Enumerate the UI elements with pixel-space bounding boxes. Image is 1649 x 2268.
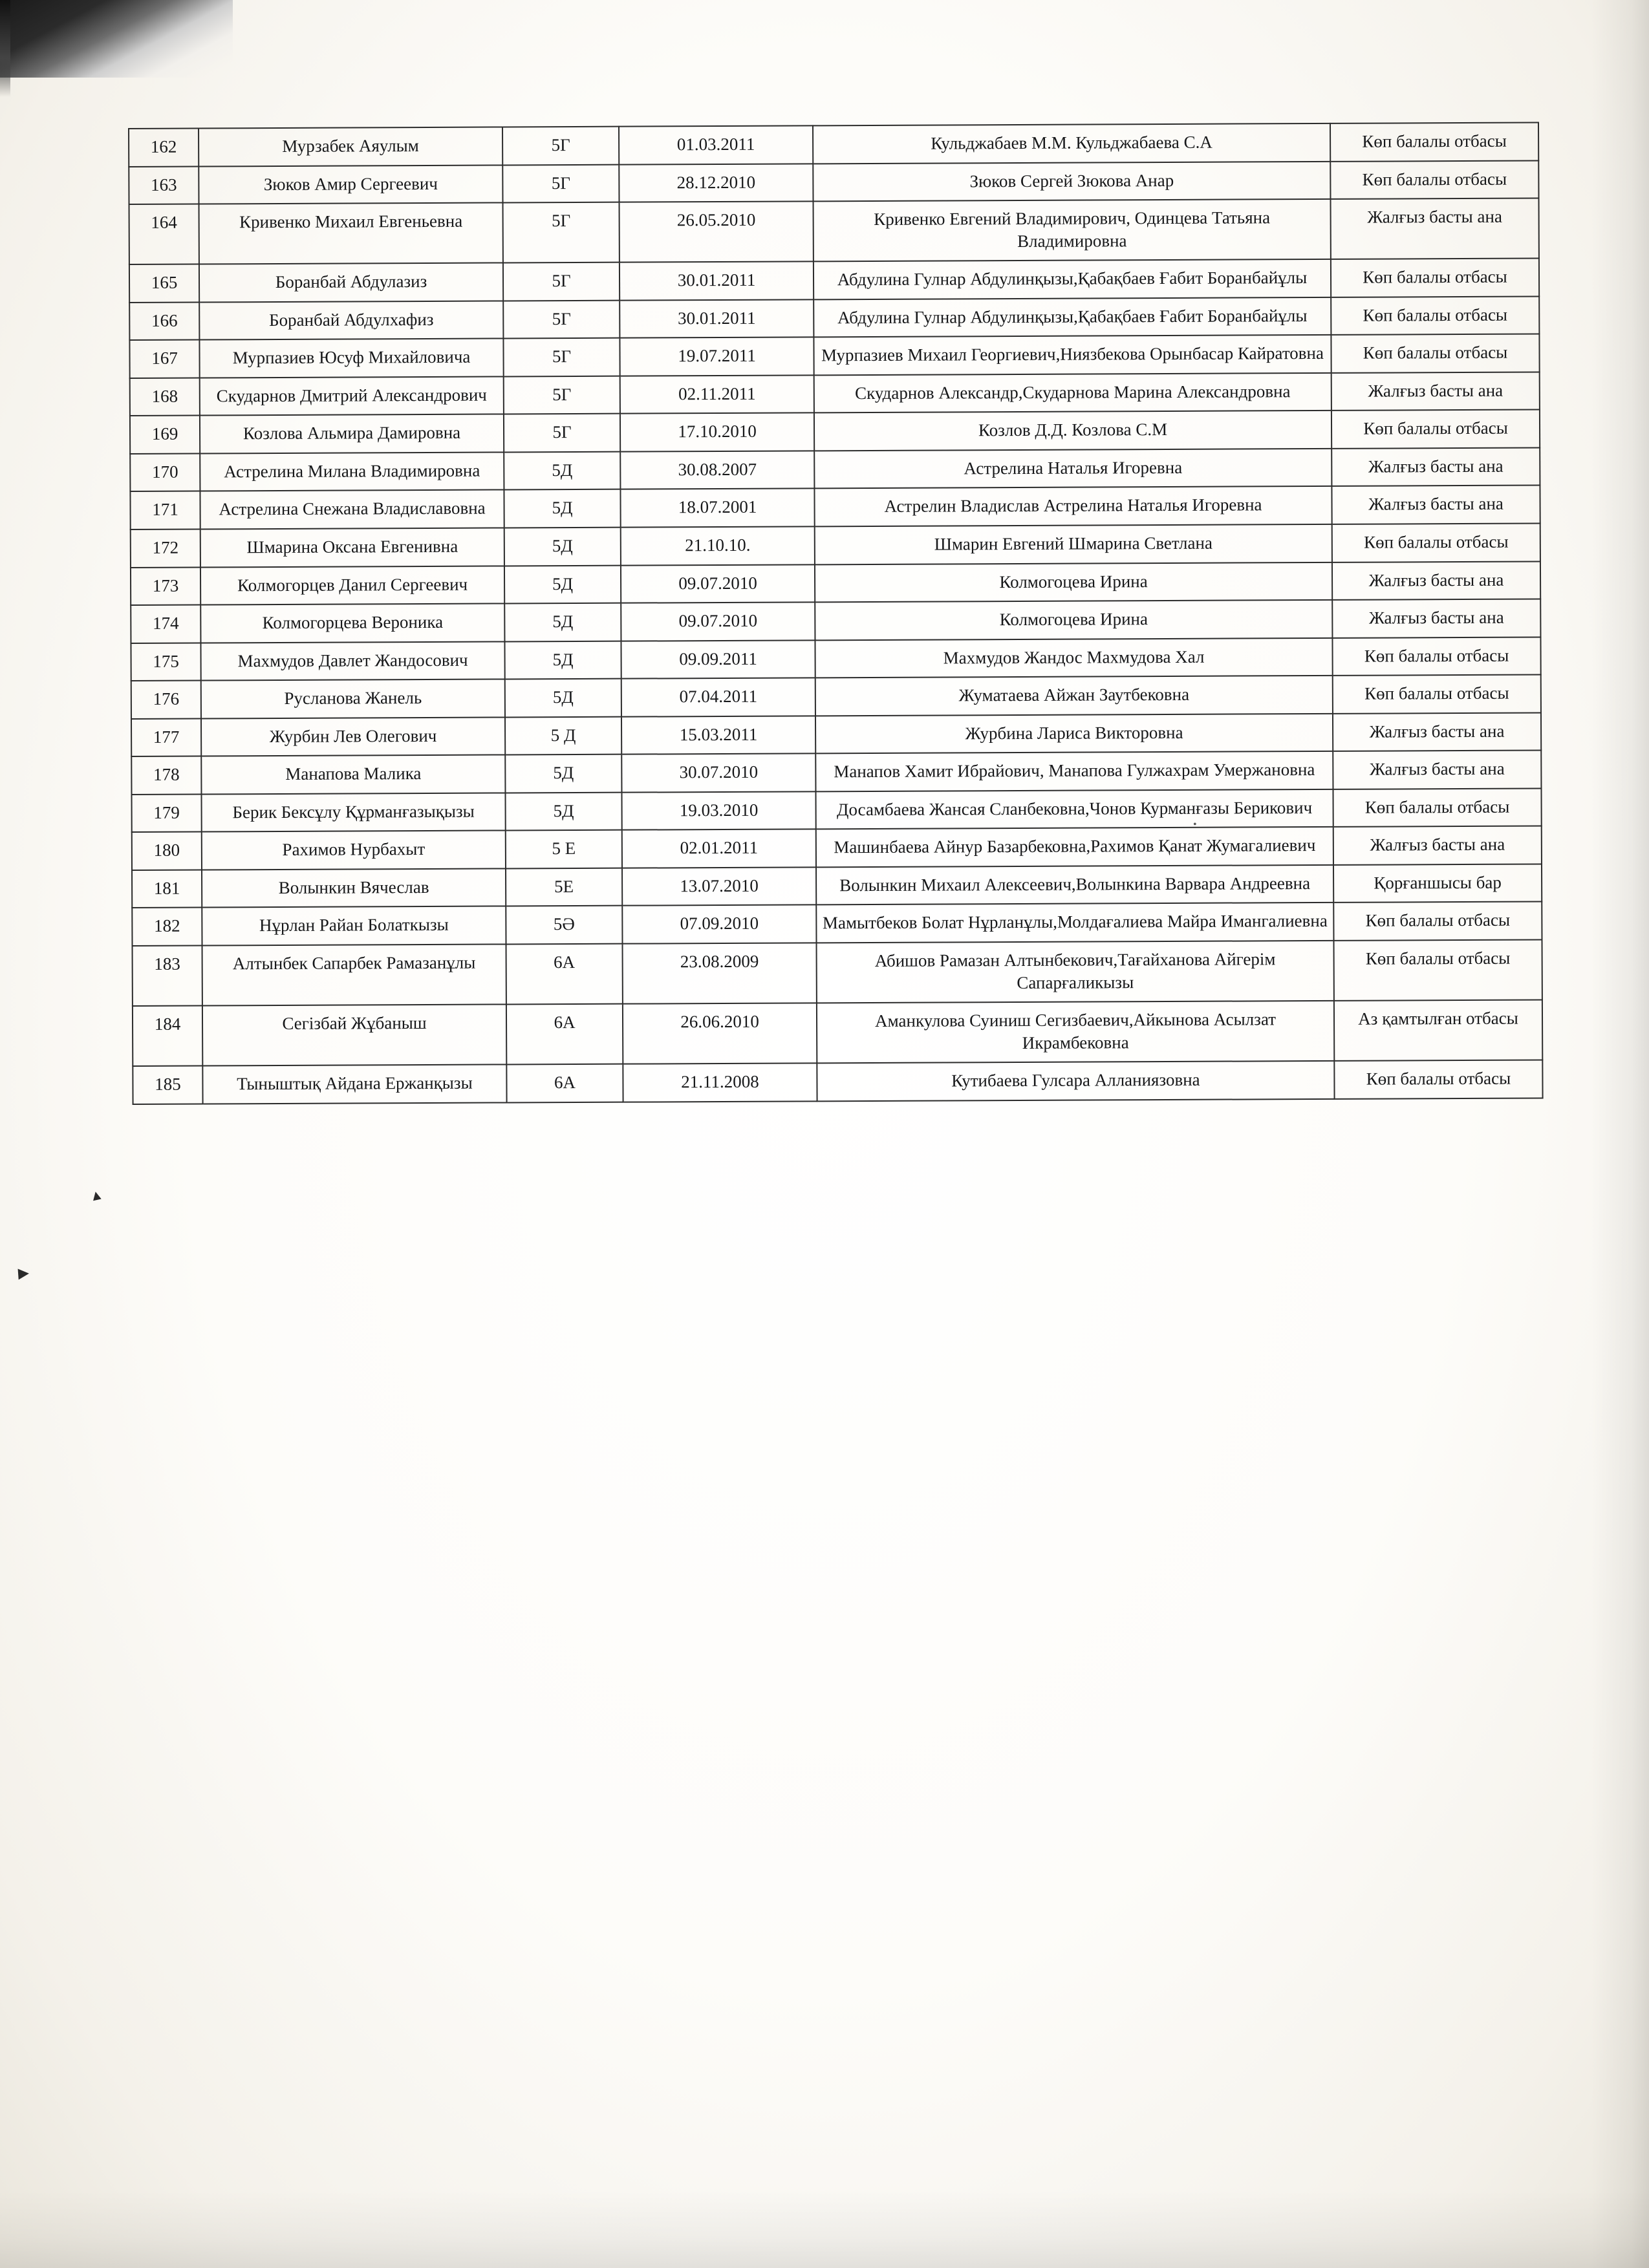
family-status: Жалғыз басты ана [1330,198,1538,259]
table-row [132,864,1542,908]
row-number: 163 [129,166,199,204]
birth-date: 07.04.2011 [621,678,815,717]
class-label: 5Г [504,376,620,414]
family-status: Жалғыз басты ана [1332,599,1540,638]
parent-names: Колмогоцева Ирина [815,562,1332,602]
birth-date: 15.03.2011 [621,716,815,754]
parent-names: Абишов Рамазан Алтынбекович,Тағайханова Айгерім Сапарғаликызы [817,941,1334,1003]
class-label: 5Г [502,164,619,202]
birth-date: 30.01.2011 [620,262,814,301]
student-name: Боранбай Абдулхафиз [199,301,503,340]
birth-date: 21.11.2008 [623,1064,817,1102]
student-name: Алтынбек Сапарбек Рамазанұлы [202,944,506,1005]
family-status: Жалғыз басты ана [1333,712,1541,751]
table-row [130,410,1540,454]
table-row [131,788,1541,832]
parent-names: Кривенко Евгений Владимирович, Одинцева Татьяна Владимировна [814,199,1331,262]
parent-names: Астрелина Наталья Игоревна [814,449,1331,489]
class-label: 5Г [502,127,619,165]
parent-names: Машинбаева Айнур Базарбековна,Рахимов Қанат Жумагалиевич [816,827,1333,867]
birth-date: 19.07.2011 [620,337,814,376]
table-row [131,561,1540,605]
birth-date: 02.11.2011 [620,375,814,414]
student-name: Шмарина Оксана Евгенивна [200,528,504,567]
family-status: Көп балалы отбасы [1330,160,1538,199]
student-name: Мурзабек Аяулым [199,127,502,166]
class-label: 5Д [504,452,620,490]
class-label: 5Г [503,262,620,301]
birth-date: 13.07.2010 [622,867,816,906]
family-status: Көп балалы отбасы [1333,902,1542,941]
birth-date: 26.06.2010 [623,1003,817,1064]
table-row [133,1060,1542,1104]
class-label: 5Д [505,679,621,717]
birth-date: 19.03.2010 [621,791,815,830]
row-number: 184 [133,1006,202,1067]
student-name: Астрелина Снежана Владиславовна [200,490,504,530]
parent-names: Жуматаева Айжан Заутбековна [815,676,1333,716]
family-status: Көп балалы отбасы [1332,637,1540,676]
birth-date: 21.10.10. [621,526,815,565]
scanner-corner-shadow [0,0,233,78]
family-status: Көп балалы отбасы [1332,523,1540,562]
class-label: 6А [506,1004,623,1065]
family-status: Жалғыз басты ана [1333,751,1541,789]
birth-date: 07.09.2010 [622,905,816,944]
student-name: Берик Бексұлу Құрманғазықызы [201,793,505,832]
stray-mark: ▶ [17,1264,30,1281]
parent-names: Козлов Д.Д. Козлова С.М [814,411,1331,451]
stray-mark: ▲ [87,1186,105,1205]
family-status: Жалғыз басты ана [1331,447,1540,486]
table-row [131,675,1541,719]
student-name: Манапова Малика [201,755,505,795]
row-number: 176 [131,681,201,719]
row-number: 182 [132,908,202,946]
birth-date: 18.07.2001 [620,489,814,528]
class-label: 5Д [505,793,621,831]
student-name: Боранбай Абдулазиз [199,263,503,303]
student-name: Мурпазиев Юсуф Михайловича [199,339,503,378]
parent-names: Мамытбеков Болат Нұрланұлы,Молдағалиева Майра Имангалиевна [816,903,1333,943]
row-number: 166 [129,302,199,340]
class-label: 6А [506,1064,623,1102]
table-row [129,296,1539,340]
family-status: Аз қамтылған отбасы [1334,1000,1542,1061]
family-status: Көп балалы отбасы [1331,259,1539,297]
parent-names: Астрелин Владислав Астрелина Наталья Игоревна [814,486,1331,526]
family-status: Көп балалы отбасы [1331,334,1539,373]
table-row [130,447,1540,491]
row-number: 178 [131,756,201,795]
birth-date: 09.07.2010 [621,564,815,603]
table-row [131,599,1540,643]
parent-names: Колмогоцева Ирина [815,600,1332,640]
class-label: 5Ә [506,906,622,944]
student-name: Тыныштық Айдана Ержанқызы [202,1065,506,1104]
parent-names: Манапов Хамит Ибрайович, Манапова Гулжахрам Умержановна [815,751,1333,791]
class-label: 5Д [504,641,621,679]
table-row [129,198,1539,265]
parent-names: Кутибаева Гулсара Алланиязовна [817,1061,1334,1101]
page-bottom-shadow [0,2190,1649,2268]
birth-date: 09.09.2011 [621,640,815,679]
class-label: 5Д [504,603,621,641]
parent-names: Досамбаева Жансая Сланбековна,Чонов Курманғазы Берикович [815,789,1333,829]
family-status: Көп балалы отбасы [1331,296,1539,335]
class-label: 6А [506,944,623,1005]
student-name: Кривенко Михаил Евгеньевна [199,203,503,264]
row-number: 170 [130,453,200,491]
scanner-left-edge [0,0,10,97]
page-right-shadow [1591,0,1649,2268]
row-number: 180 [132,832,202,870]
row-number: 172 [131,530,200,568]
row-number: 183 [133,946,202,1007]
parent-names: Аманкулова Суиниш Сегизбаевич,Айкынова Асылзат Икрамбековна [817,1001,1334,1064]
class-label: 5Г [503,300,620,338]
table-row [132,826,1542,870]
birth-date: 30.01.2011 [620,299,814,338]
parent-names: Абдулина Гулнар Абдулинқызы,Қабақбаев Ғабит Боранбайұлы [814,259,1331,299]
student-registry-table-container [128,122,1542,1104]
student-name: Нұрлан Райан Болаткызы [202,906,506,946]
row-number: 169 [130,416,200,454]
row-number: 179 [131,794,201,832]
student-name: Колмогорцев Данил Сергеевич [200,566,504,605]
class-label: 5Д [504,489,620,528]
parent-names: Волынкин Михаил Алексеевич,Волынкина Варвара Андреевна [816,865,1333,905]
student-name: Махмудов Давлет Жандосович [200,641,504,681]
table-row [131,523,1540,567]
family-status: Көп балалы отбасы [1331,410,1540,449]
parent-names: Зюков Сергей Зюкова Анар [813,161,1330,201]
row-number: 174 [131,605,200,643]
family-status: Көп балалы отбасы [1330,122,1538,161]
table-row [129,122,1538,166]
family-status: Жалғыз басты ана [1331,486,1540,524]
student-name: Журбин Лев Олегович [201,717,505,756]
class-label: 5 Д [505,716,621,754]
class-label: 5Г [504,414,620,452]
family-status: Қорғаншысы бар [1333,864,1542,903]
table-row [129,259,1539,303]
family-status: Көп балалы отбасы [1334,1060,1542,1099]
class-label: 5Д [504,565,621,603]
birth-date: 23.08.2009 [623,943,817,1003]
table-row [131,637,1540,681]
birth-date: 28.12.2010 [619,164,813,202]
student-name: Скударнов Дмитрий Александрович [200,376,504,416]
family-status: Көп балалы отбасы [1333,675,1541,714]
table-row [133,1000,1542,1067]
row-number: 165 [129,264,199,303]
student-name: Зюков Амир Сергеевич [199,165,502,204]
parent-names: Махмудов Жандос Махмудова Хал [815,638,1332,678]
table-row [131,712,1541,756]
class-label: 5 Е [506,830,622,868]
parent-names: Шмарин Евгений Шмарина Светлана [815,524,1332,564]
family-status: Жалғыз басты ана [1333,826,1542,865]
row-number: 167 [129,340,199,378]
row-number: 175 [131,643,200,681]
family-status: Жалғыз басты ана [1332,561,1540,600]
birth-date: 02.01.2011 [622,829,816,868]
class-label: 5Е [506,868,622,906]
stray-speck: • [1193,819,1197,830]
student-name: Русланова Жанель [201,679,505,719]
table-row [129,334,1539,378]
parent-names: Абдулина Гулнар Абдулинқызы,Қабақбаев Ғабит Боранбайұлы [814,297,1331,337]
parent-names: Скударнов Александр,Скударнова Марина Александровна [814,373,1331,413]
row-number: 168 [130,378,200,416]
table-row [129,160,1538,204]
parent-names: Мурпазиев Михаил Георгиевич,Ниязбекова Орынбасар Кайратовна [814,335,1331,375]
row-number: 162 [129,129,199,167]
table-row [133,940,1542,1007]
student-name: Волынкин Вячеслав [202,868,506,908]
family-status: Көп балалы отбасы [1333,788,1541,827]
row-number: 185 [133,1066,202,1104]
birth-date: 30.08.2007 [620,451,814,489]
class-label: 5Г [503,202,620,263]
student-registry-table [128,122,1544,1104]
parent-names: Журбина Лариса Викторовна [815,714,1333,754]
student-name: Колмогорцева Вероника [200,604,504,643]
table-row [131,751,1541,795]
birth-date: 09.07.2010 [621,602,815,641]
birth-date: 17.10.2010 [620,413,814,452]
birth-date: 26.05.2010 [620,201,814,262]
student-name: Астрелина Милана Владимировна [200,452,504,491]
birth-date: 01.03.2011 [619,125,813,164]
table-row [130,372,1540,416]
row-number: 177 [131,718,201,756]
row-number: 173 [131,567,200,605]
student-name: Рахимов Нурбахыт [202,831,506,870]
class-label: 5Г [503,338,620,376]
student-name: Козлова Альмира Дамировна [200,414,504,454]
family-status: Жалғыз басты ана [1331,372,1540,411]
table-row [132,902,1542,946]
family-status: Көп балалы отбасы [1334,940,1542,1001]
birth-date: 30.07.2010 [621,754,815,793]
class-label: 5Д [505,754,621,793]
student-name: Сегізбай Жұбаныш [202,1005,506,1066]
parent-names: Кульджабаев М.М. Кульджабаева С.А [813,123,1330,164]
table-row [130,486,1540,530]
class-label: 5Д [504,528,621,566]
row-number: 171 [130,491,200,530]
row-number: 181 [132,870,202,908]
row-number: 164 [129,204,199,265]
